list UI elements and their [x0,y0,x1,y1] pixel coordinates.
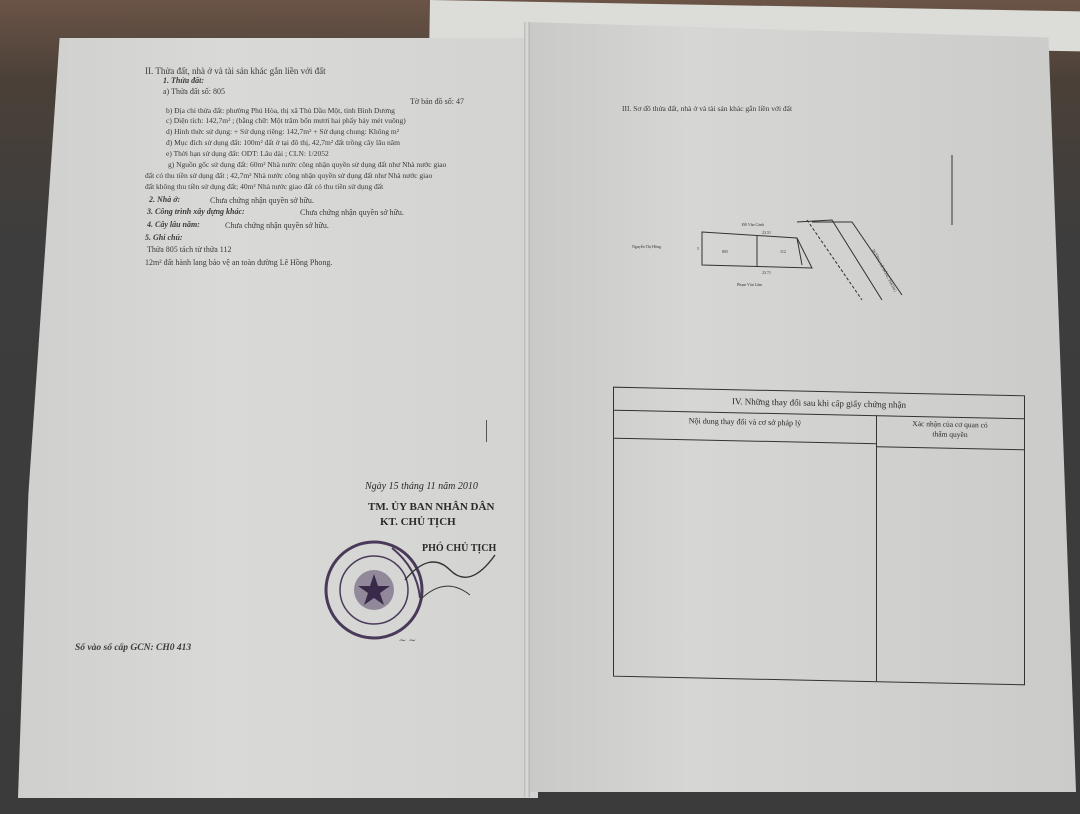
plot-label-2: 23.51 [762,230,771,235]
usage-form: d) Hình thức sử dụng: + Sử dụng riêng: 142,7m² + Sử dụng chung: Không m² [166,127,399,136]
house-value: Chưa chứng nhận quyền sở hữu. [210,196,314,205]
note-line-2: 12m² đất hành lang bảo vệ an toàn đường Lê Hồng Phong. [145,258,333,267]
signature [400,540,510,630]
changes-table-title: IV. Những thay đổi sau khi cấp giấy chứng nhận [614,388,1024,420]
registry-number: Số vào sổ cấp GCN: CH0 413 [75,643,192,653]
purpose: đ) Mục đích sử dụng đất: 100m² đất ở tại đô thị, 42,7m² đất trồng cây lâu năm [166,138,400,147]
trees-value: Chưa chứng nhận quyền sở hữu. [225,221,329,230]
col-confirm-header [876,415,1024,450]
map-sheet: Tờ bản đồ số: 47 [410,97,465,106]
col-confirm-line-2: thẩm quyền [932,429,968,440]
area: c) Diện tích: 142,7m² ; (bằng chữ: Một trăm bốn mươi hai phẩy bảy mét vuông) [166,116,406,125]
plot-section-title: III. Sơ đồ thửa đất, nhà ở và tài sản khác gắn liền với đất [622,104,793,113]
col-confirm-line-1: Xác nhận của cơ quan có [912,418,988,430]
signer-name: ∼ ∼ [398,635,416,645]
fold-mark [486,420,487,442]
address: b) Địa chỉ thửa đất: phường Phú Hòa, thị xã Thủ Dầu Một, tỉnh Bình Dương [166,106,395,115]
trees-label: 4. Cây lâu năm: [147,220,200,229]
plot-label-3: 23.71 [762,270,771,275]
plot-label-5: ĐƯỜNG LÊ HỒNG PHONG [871,248,899,293]
plot-label-0: Đỗ Văn Cảnh [742,222,764,227]
origin-line-2: đất có thu tiền sử dụng đất ; 42,7m² Nhà nước công nhận quyền sử dụng đất như Nhà nước giao [145,171,433,180]
note-line-1: Thửa 805 tách từ thửa 112 [147,245,232,254]
land-heading: 1. Thửa đất: [163,76,205,85]
parcel-no: a) Thửa đất số: 805 [163,87,225,96]
plot-label-8: 5 [697,246,699,251]
plot-label-7: 112 [780,249,786,254]
col-changes-header: Nội dung thay đổi và cơ sở pháp lý [614,410,877,445]
plot-label-1: Nguyễn Thị Hồng [632,244,662,249]
origin-line-3: đất không thu tiền sử dụng đất; 40m² Nhà nước giao đất có thu tiền sử dụng đất [145,182,384,191]
works-value: Chưa chứng nhận quyền sở hữu. [300,208,404,217]
term: e) Thời hạn sử dụng đất: ODT: Lâu dài ; CLN: 1/2052 [166,149,329,158]
signing-date: Ngày 15 tháng 11 năm 2010 [365,481,478,492]
page-fold [524,22,530,797]
section-title: II. Thửa đất, nhà ở và tài sản khác gắn liền với đất [145,66,326,76]
vice-chair-title: PHÓ CHỦ TỊCH [422,543,497,554]
plot-diagram [612,150,962,310]
committee-title: TM. ỦY BAN NHÂN DÂN [368,501,495,513]
plot-label-6: 805 [722,249,728,254]
chair-title: KT. CHỦ TỊCH [380,516,456,528]
changes-table [613,387,1025,686]
notes-label: 5. Ghi chú: [145,233,183,242]
works-label: 3. Công trình xây dựng khác: [147,207,245,216]
column-divider [876,443,877,681]
house-label: 2. Nhà ở: [149,195,181,204]
origin-line-1: g) Nguồn gốc sử dụng đất: 60m² Nhà nước công nhận quyền sử dụng đất như Nhà nước giao [168,160,447,169]
plot-label-4: Phạm Văn Lâm [737,282,763,287]
